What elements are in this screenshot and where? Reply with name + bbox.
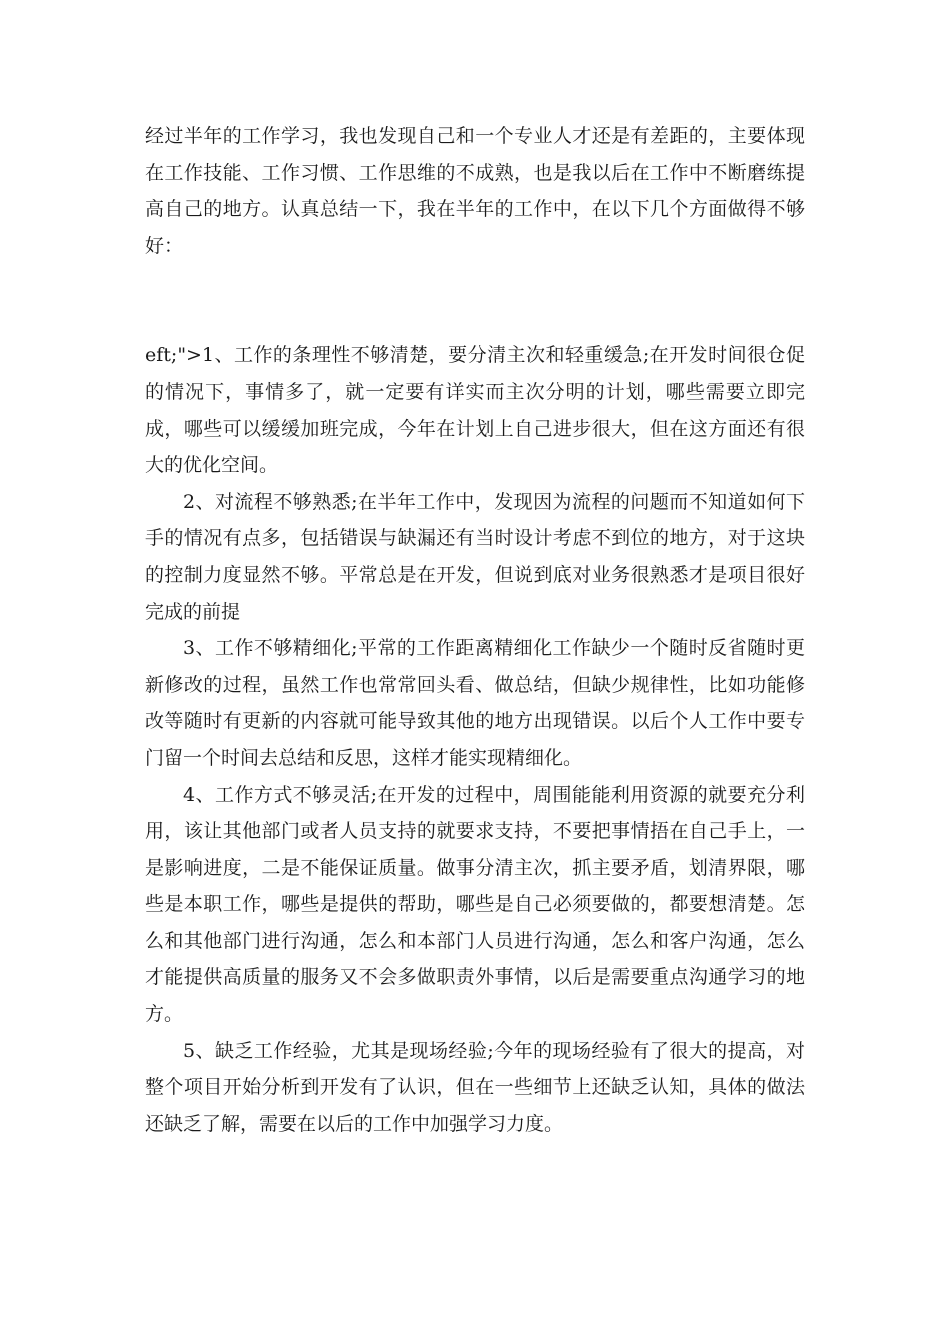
list-item-4: 4、工作方式不够灵活;在开发的过程中，周围能能利用资源的就要充分利用，该让其他部门或者人员支持的就要求支持，不要把事情捂在自己手上，一是影响进度，二是不能保证质量。做事分清主次，抓主要矛盾，划清界限，哪些是本职工作，哪些是提供的帮助，哪些是自己必须要做的，都要想清楚。怎么和其他部门进行沟通，怎么和本部门人员进行沟通，怎么和客户沟通，怎么才能提供高质量的服务又不会多做职责外事情，以后是需要重点沟通学习的地方。 bbox=[145, 783, 805, 1026]
paragraph-gap bbox=[145, 264, 805, 337]
list-item-5: 5、缺乏工作经验，尤其是现场经验;今年的现场经验有了很大的提高，对整个项目开始分析到开发有了认识，但在一些细节上还缺乏认知，具体的做法还缺乏了解，需要在以后的工作中加强学习力度。 bbox=[145, 1039, 805, 1135]
intro-paragraph: 经过半年的工作学习，我也发现自己和一个专业人才还是有差距的，主要体现在工作技能、工作习惯、工作思维的不成熟，也是我以后在工作中不断磨练提高自己的地方。认真总结一下，我在半年的工作中，在以下几个方面做得不够好： bbox=[145, 125, 805, 257]
list-item-2: 2、对流程不够熟悉;在半年工作中，发现因为流程的问题而不知道如何下手的情况有点多，包括错误与缺漏还有当时设计考虑不到位的地方，对于这块的控制力度显然不够。平常总是在开发，但说到底对业务很熟悉才是项目很好完成的前提 bbox=[145, 490, 805, 623]
document-body bbox=[145, 118, 805, 1142]
list-item-1: eft;">1、工作的条理性不够清楚，要分清主次和轻重缓急;在开发时间很仓促的情况下，事情多了，就一定要有详实而主次分明的计划，哪些需要立即完成，哪些可以缓缓加班完成，今年在计划上自己进步很大，但在这方面还有很大的优化空间。 bbox=[145, 344, 805, 477]
list-item-3: 3、工作不够精细化;平常的工作距离精细化工作缺少一个随时反省随时更新修改的过程，虽然工作也常常回头看、做总结，但缺少规律性，比如功能修改等随时有更新的内容就可能导致其他的地方出现错误。以后个人工作中要专门留一个时间去总结和反思，这样才能实现精细化。 bbox=[145, 637, 805, 769]
